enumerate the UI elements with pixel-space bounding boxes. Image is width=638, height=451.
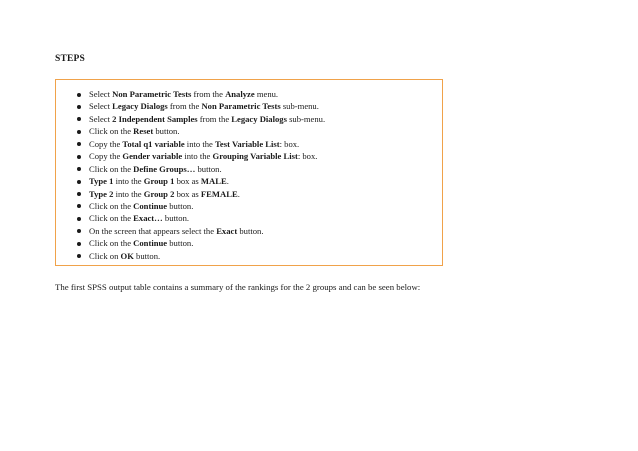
step-text <box>89 113 325 125</box>
step-plain-text: . <box>237 188 240 199</box>
step-bold-text: Type 2 <box>89 188 114 199</box>
step-plain-text: box as <box>174 176 201 187</box>
bullet-icon <box>77 180 81 184</box>
step-bold-text: Analyze <box>225 89 255 99</box>
step-bold-text: Continue <box>133 200 168 211</box>
step-text <box>89 175 229 187</box>
step-plain-text: Click on the <box>89 238 134 249</box>
bullet-icon <box>77 93 81 97</box>
step-bold-text: Non Parametric Tests <box>112 89 192 99</box>
step-text <box>89 225 263 237</box>
step-plain-text: from the <box>167 101 202 112</box>
step-plain-text: button. <box>167 200 194 211</box>
step-bold-text: 2 Independent Samples <box>112 113 198 124</box>
bullet-icon <box>77 117 81 121</box>
bullet-icon <box>77 229 81 233</box>
step-plain-text: Select <box>89 101 113 112</box>
step-plain-text: into the <box>184 138 215 149</box>
step-plain-text: : box. <box>279 138 300 149</box>
step-plain-text: box as <box>174 188 201 199</box>
step-bold-text: Grouping Variable List <box>212 151 298 162</box>
step-bold-text: Gender variable <box>122 151 183 162</box>
step-text <box>89 188 240 200</box>
step-plain-text: sub-menu. <box>286 113 326 124</box>
step-bold-text: Reset <box>133 126 154 137</box>
step-plain-text: Click on the <box>89 163 134 174</box>
step-plain-text: into the <box>182 151 213 162</box>
step-text <box>89 237 193 249</box>
step-bold-text: Test Variable List <box>214 138 280 149</box>
step-text <box>89 150 317 162</box>
step-text <box>89 100 319 112</box>
step-plain-text: button. <box>167 238 194 249</box>
step-text <box>89 138 299 150</box>
step-plain-text: . <box>226 176 229 187</box>
bullet-icon <box>77 130 81 134</box>
step-plain-text: button. <box>195 163 222 174</box>
step-plain-text: button. <box>237 225 264 236</box>
steps-box <box>55 79 443 266</box>
step-bold-text: Define Groups… <box>133 163 196 174</box>
step-text <box>89 88 278 100</box>
step-text <box>89 163 222 175</box>
step-plain-text: button. <box>153 126 180 137</box>
bullet-icon <box>77 105 81 109</box>
page-heading: STEPS <box>55 54 86 64</box>
step-bold-text: Total q1 variable <box>122 138 185 149</box>
step-bold-text: Non Parametric Tests <box>201 101 281 112</box>
bullet-icon <box>77 217 81 221</box>
step-plain-text: button. <box>133 250 161 261</box>
step-text <box>89 125 179 137</box>
step-plain-text: into the <box>113 176 144 187</box>
step-plain-text: On the screen that appears select the <box>89 225 217 236</box>
step-plain-text: sub-menu. <box>280 101 319 112</box>
step-plain-text: from the <box>197 113 232 124</box>
step-bold-text: Legacy Dialogs <box>112 101 168 112</box>
bullet-icon <box>77 155 81 159</box>
step-plain-text: Select <box>89 89 113 99</box>
step-text <box>89 250 160 262</box>
step-plain-text: Click on the <box>89 200 134 211</box>
step-plain-text: Click on <box>89 250 121 261</box>
step-bold-text: OK <box>120 250 134 261</box>
step-plain-text: into the <box>113 188 144 199</box>
step-plain-text: button. <box>162 213 190 224</box>
step-plain-text: menu. <box>254 89 279 99</box>
bullet-icon <box>77 242 81 246</box>
step-text <box>89 200 193 212</box>
summary-paragraph: The first SPSS output table contains a summary of the rankings for the 2 groups and can be seen below: <box>55 282 421 292</box>
bullet-icon <box>77 254 81 258</box>
step-bold-text: Group 1 <box>143 176 175 187</box>
step-text <box>89 212 189 224</box>
step-plain-text: Copy the <box>89 138 123 149</box>
step-plain-text: from the <box>191 89 226 99</box>
step-bold-text: Type 1 <box>89 176 114 187</box>
step-plain-text: : box. <box>297 151 318 162</box>
step-plain-text: Click on the <box>89 126 134 137</box>
bullet-icon <box>77 142 81 146</box>
step-bold-text: Legacy Dialogs <box>231 113 287 124</box>
step-bold-text: Exact… <box>133 213 163 224</box>
step-bold-text: Exact <box>216 225 238 236</box>
step-plain-text: Select <box>89 113 113 124</box>
bullet-icon <box>77 167 81 171</box>
bullet-icon <box>77 204 81 208</box>
step-plain-text: Click on the <box>89 213 134 224</box>
step-bold-text: FEMALE <box>200 188 238 199</box>
step-bold-text: Group 2 <box>143 188 175 199</box>
bullet-icon <box>77 192 81 196</box>
step-plain-text: Copy the <box>89 151 123 162</box>
step-bold-text: MALE <box>200 176 227 187</box>
step-bold-text: Continue <box>133 238 168 249</box>
